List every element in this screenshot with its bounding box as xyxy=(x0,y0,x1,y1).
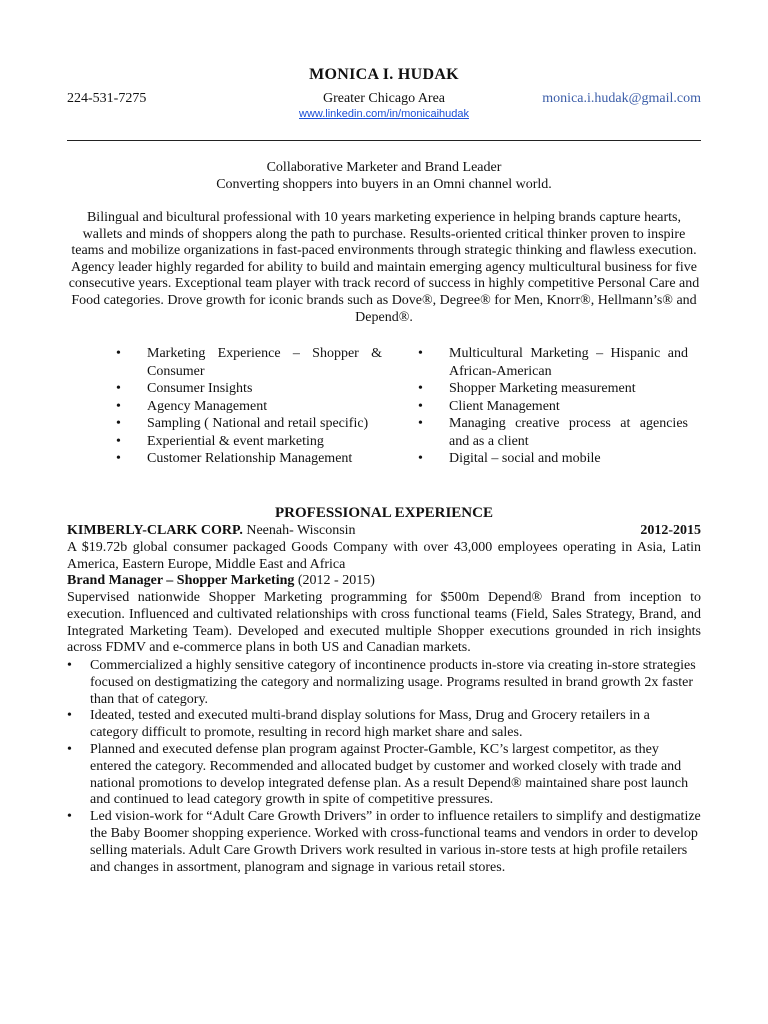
role-title: Brand Manager – Shopper Marketing xyxy=(67,573,295,588)
professional-summary: Bilingual and bicultural professional with 10 years marketing experience in helping brands capture hearts, wallets and minds of shoppers along the path to purchase. Results-oriented critical thinker proven to inspire teams and mobilize organizations in fast-paced environments through strategic thinking and flawless execution. Agency leader highly regarded for ability to build and maintain emerging agency multicultural business for five consecutive years. Exceptional team player with track record of success in highly competitive Personal Care and Food categories. Drove growth for iconic brands such as Dove®, Degree® for Men, Knorr®, Hellmann’s® and Depend®. xyxy=(68,210,700,325)
skill-item: • Digital – social and mobile xyxy=(418,451,601,466)
company-description: A $19.72b global consumer packaged Goods Company with over 43,000 employees operating in Asia, Latin America, Eastern Europe, Middle East and Africa xyxy=(67,540,701,572)
role-line xyxy=(67,573,375,589)
skill-item: • Managing creative process at agencies and as a client xyxy=(418,416,688,449)
role-description: Supervised nationwide Shopper Marketing programming for $500m Depend® Brand from inception to execution. Influenced and cultivated relationships with cross functional teams (Field, Sales Strategy, Brand, and Integrated Marketing Team). Developed and executed multiple Shopper executions grounded in rich insights across FDMV and e-commerce plans in both US and Canadian markets. xyxy=(67,590,701,656)
achievement-item: • Ideated, tested and executed multi-brand display solutions for Mass, Drug and Grocery retailers in a category difficult to promote, resulting in record high market share and sales. xyxy=(67,708,650,741)
skills-list-right xyxy=(418,345,688,468)
role-dates: (2012 - 2015) xyxy=(294,573,375,588)
achievement-item: • Commercialized a highly sensitive category of incontinence products in-store via creating in-store strategies focused on destigmatizing the category and normalizing usage. Programs resulted in brand growth 2x faster than that of category. xyxy=(67,658,696,707)
skill-item: • Sampling ( National and retail specific) xyxy=(116,416,369,431)
skill-item: • Customer Relationship Management xyxy=(116,451,353,466)
skill-item: • Consumer Insights xyxy=(116,381,253,396)
skill-item: • Agency Management xyxy=(116,398,268,414)
skill-item: • Shopper Marketing measurement xyxy=(418,381,636,396)
candidate-name: MONICA I. HUDAK xyxy=(309,66,459,83)
tagline-subtitle: Converting shoppers into buyers in an Omni channel world. xyxy=(216,177,552,192)
section-title-experience: PROFESSIONAL EXPERIENCE xyxy=(275,505,493,521)
skill-item: • Client Management xyxy=(418,398,560,414)
skill-item: • Experiential & event marketing xyxy=(116,433,324,449)
achievement-item: • Planned and executed defense plan program against Procter-Gamble, KC’s largest competitor, as they entered the category. Recommended and allocated budget by customer and worked closely with trade and national promotions to develop integrated defense plan. As a result Depend® maintained share post launch and continued to lead category growth in spite of competitive pressures. xyxy=(67,741,689,808)
tagline-title: Collaborative Marketer and Brand Leader xyxy=(266,160,502,175)
company-location: Neenah- Wisconsin xyxy=(242,523,356,538)
phone-number: 224-531-7275 xyxy=(67,91,147,106)
header-divider xyxy=(67,140,701,141)
company-line xyxy=(67,523,701,539)
company-name: KIMBERLY-CLARK CORP. xyxy=(67,523,243,538)
location: Greater Chicago Area xyxy=(322,91,446,106)
achievement-item: • Led vision-work for “Adult Care Growth Drivers” in order to influence retailers to simplify and destigmatize the Baby Boomer shopping experience. Worked with cross-functional teams and vendors in order to develop selling materials. Adult Care Growth Drivers work resulted in various in-store tests at high profile retailers and changes in assortment, planogram and signage in various retail stores. xyxy=(67,809,701,875)
achievement-list xyxy=(67,658,701,876)
linkedin-link[interactable]: www.linkedin.com/in/monicaihudak xyxy=(299,108,469,120)
email-link[interactable]: monica.i.hudak@gmail.com xyxy=(542,91,701,106)
skill-item: • Multicultural Marketing – Hispanic and African-American xyxy=(418,346,688,379)
employment-dates: 2012-2015 xyxy=(640,523,701,538)
skills-list-left xyxy=(116,345,382,468)
skill-item: • Marketing Experience – Shopper & Consumer xyxy=(116,346,382,379)
